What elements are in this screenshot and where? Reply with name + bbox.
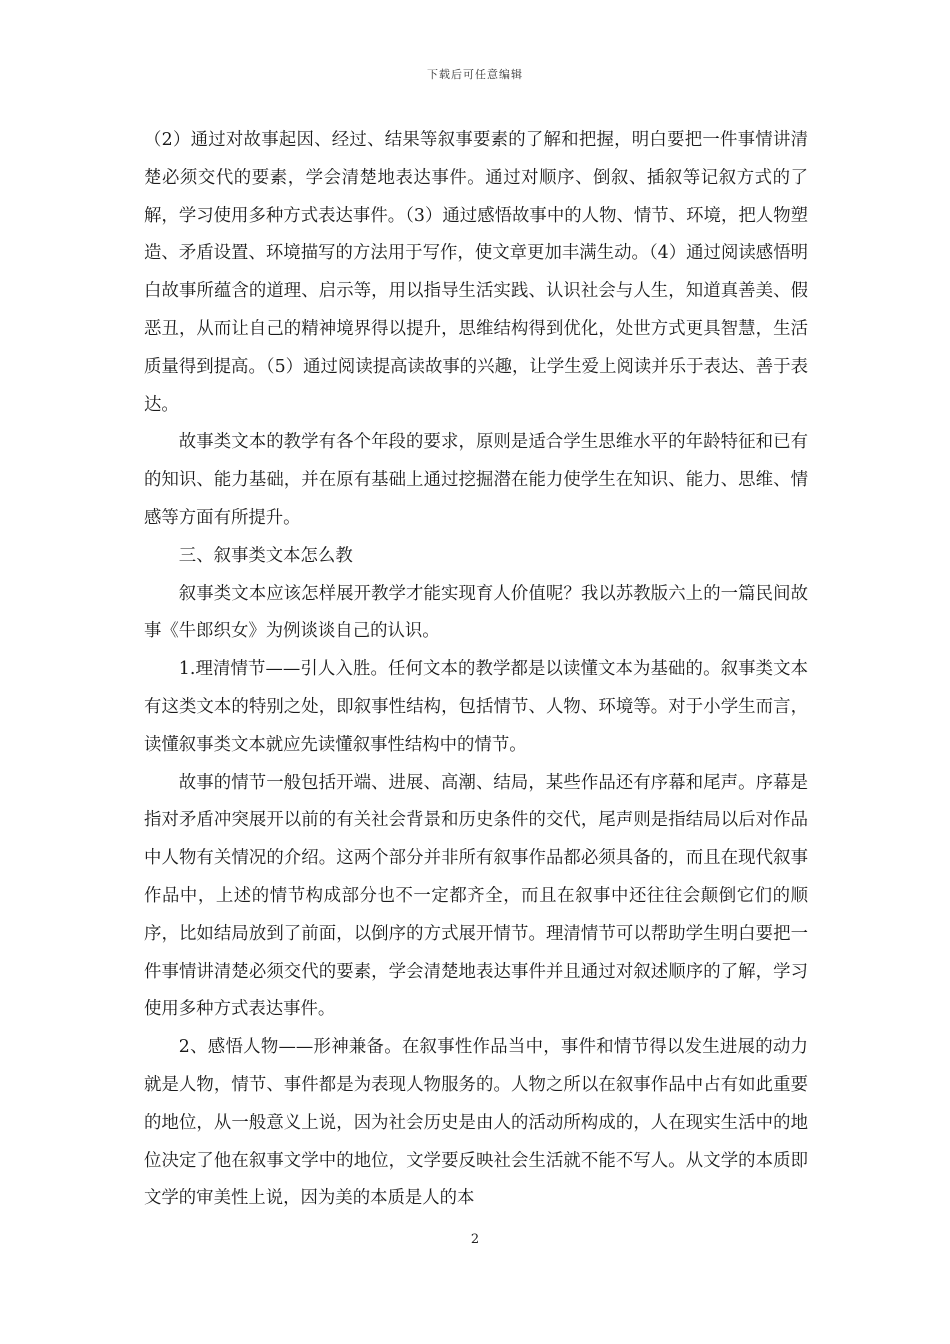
document-body xyxy=(144,122,808,1218)
paragraph-characters: 2、感悟人物——形神兼备。在叙事性作品当中，事件和情节得以发生进展的动力就是人物，情节、事件都是为表现人物服务的。人物之所以在叙事作品中占有如此重要的地位，从一般意义上说，因为社会历史是由人的活动所构成的，人在现实生活中的地位决定了他在叙事文学中的地位，文学要反映社会生活就不能不写人。从文学的本质即文学的审美性上说，因为美的本质是人的本 xyxy=(144,1037,808,1209)
section-heading: 三、叙事类文本怎么教 xyxy=(178,545,353,566)
page-number: 2 xyxy=(470,1232,480,1247)
paragraph-objectives: （2）通过对故事起因、经过、结果等叙事要素的了解和把握，明白要把一件事情讲清楚必须交代的要素，学会清楚地表达事件。通过对顺序、倒叙、插叙等记叙方式的了解，学习使用多种方式表达事件。（3）通过感悟故事中的人物、情节、环境，把人物塑造、矛盾设置、环境描写的方法用于写作，使文章更加丰满生动。（4）通过阅读感悟明白故事所蕴含的道理、启示等，用以指导生活实践、认识社会与人生，知道真善美、假恶丑，从而让自己的精神境界得以提升，思维结构得到优化，处世方式更具智慧，生活质量得到提高。（5）通过阅读提高读故事的兴趣，让学生爱上阅读并乐于表达、善于表达。 xyxy=(144,130,808,415)
paragraph-grade-requirements: 故事类文本的教学有各个年段的要求，原则是适合学生思维水平的年龄特征和已有的知识、能力基础，并在原有基础上通过挖掘潜在能力使学生在知识、能力、思维、情感等方面有所提升。 xyxy=(144,432,808,528)
paragraph-plot: 1.理清情节——引人入胜。任何文本的教学都是以读懂文本为基础的。叙事类文本有这类文本的特别之处，即叙事性结构，包括情节、人物、环境等。对于小学生而言，读懂叙事类文本就应先读懂叙事性结构中的情节。 xyxy=(144,659,808,755)
paragraph-plot-structure: 故事的情节一般包括开端、进展、高潮、结局，某些作品还有序幕和尾声。序幕是指对矛盾冲突展开以前的有关社会背景和历史条件的交代，尾声则是指结局以后对作品中人物有关情况的介绍。这两个部分并非所有叙事作品都必须具备的，而且在现代叙事作品中，上述的情节构成部分也不一定都齐全，而且在叙事中还往往会颠倒它们的顺序，比如结局放到了前面，以倒序的方式展开情节。理清情节可以帮助学生明白要把一件事情讲清楚必须交代的要素，学会清楚地表达事件并且通过对叙述顺序的了解，学习使用多种方式表达事件。 xyxy=(144,772,808,1020)
paragraph-intro-example: 叙事类文本应该怎样展开教学才能实现育人价值呢？我以苏教版六上的一篇民间故事《牛郎织女》为例谈谈自己的认识。 xyxy=(144,583,808,642)
page-header: 下载后可任意编辑 xyxy=(427,68,523,81)
